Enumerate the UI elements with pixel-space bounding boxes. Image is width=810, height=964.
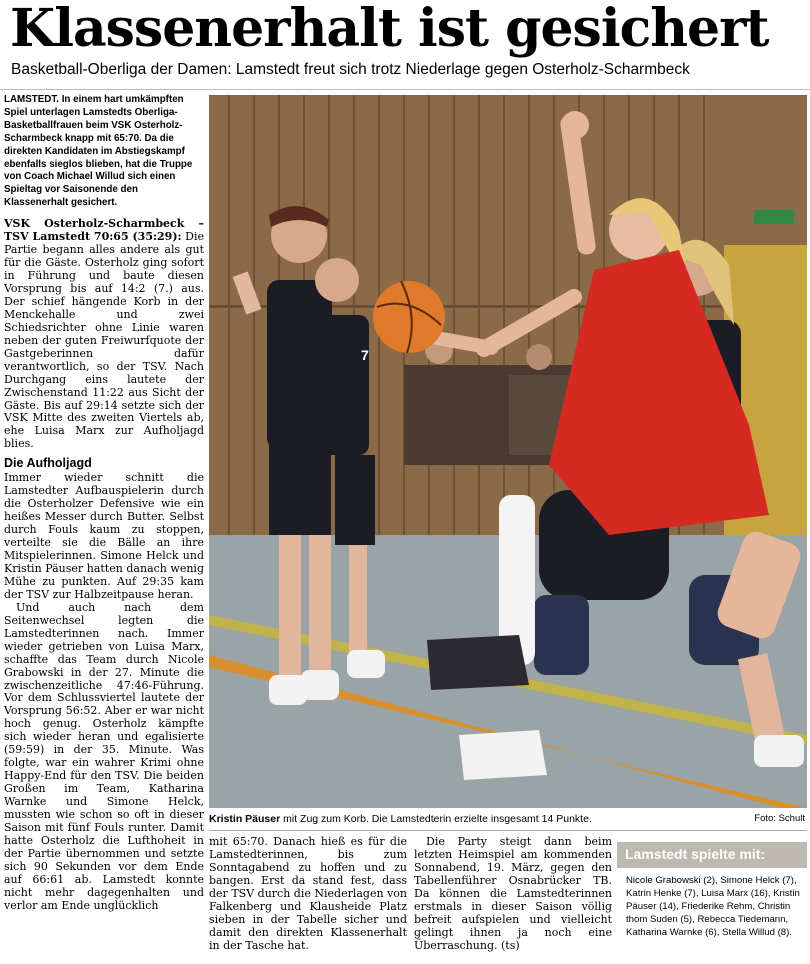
body-paragraph-5: Die Party steigt dann beim letzten Heimspiel am kommenden Sonnabend, 19. März, gegen den Tabellenführer Osnabrücker TB. Da können die Lamstedterinnen erstmals in dieser Saison völlig befreit aufspielen und vielleicht gelingt ihnen ja noch eine Überraschung. (ts) (414, 836, 612, 952)
body-paragraph-1 (4, 218, 204, 451)
body-paragraph-3: Und auch nach dem Seitenwechsel legten die Lamstedterinnen nach. Immer wieder getrieben von Luisa Marx, schaffte das Team durch Nicole Grabowski in der 27. Minute die zwischenzeitliche 47:46-Führung. Vor dem Schlussviertel lautete der Vorsprung 56:52. Aber er war nicht hoch genug. Osterholz kämpfte sich wieder heran und egalisierte (59:59) in der 35. Minute. Was folgte, war ein wahrer Krimi ohne Happy-End für den TSV. Die beiden Großen im Team, Katharina Warnke und Simone Helck, mussten wie schon so oft in dieser Saison mit fünf Fouls runter. Damit hatte Osterholz die Lufthoheit in der Partie übernommen und setzte sich 90 Sekunden vor dem Ende auf 66:61 ab. Lamstedt konnte nicht mehr dagegenhalten und verlor am Ende unglücklich (4, 600, 204, 912)
article-column-3 (414, 836, 612, 962)
divider (0, 89, 810, 90)
subtitle: Die Aufholjagd (4, 456, 92, 471)
lead-paragraph (4, 94, 204, 210)
photo-credit: Foto: Schult (754, 813, 805, 824)
jersey-number-middle: 7 (361, 347, 369, 363)
lead-text: In einem hart umkämpften Spiel unterlagen Lamstedts Oberliga-Basketballfrauen beim VSK Osterholz-Scharmbeck knapp mit 65:70. Da die direkten Kandidaten im Abstiegskampf ebenfalls sieglos blieben, hat die Truppe von Coach Michael Willud sich einen Spieltag vor Saisonende den Klassenerhalt gesichert. (4, 94, 193, 209)
subheadline: Basketball-Oberliga der Damen: Lamstedt freut sich trotz Niederlage gegen Osterholz-Scharmbeck (11, 61, 690, 78)
basketball-photo (209, 95, 807, 808)
lineup-box (617, 842, 807, 962)
body-paragraph-4: mit 65:70. Danach hieß es für die Lamstedterinnen, bis zum Sonntagabend zu hoffen und zu bangen. Erst da stand fest, dass der TSV durch die Niederlagen von Falkenberg und Klausheide Platz sieben in der Tabelle sicher und damit den direkten Klassenerhalt in der Tasche hat. (209, 836, 407, 952)
article-column-1 (4, 94, 204, 960)
dateline: LAMSTEDT. (4, 94, 59, 105)
caption-name: Kristin Päuser (209, 813, 281, 825)
headline: Klassenerhalt ist gesichert (10, 0, 769, 59)
article-column-2 (209, 836, 407, 962)
caption-text: mit Zug zum Korb. Die Lamstedterin erzielte insgesamt 14 Punkte. (280, 813, 592, 825)
result-line: VSK Osterholz-Scharmbeck – TSV Lamstedt 70:65 (35:29): (4, 217, 204, 244)
body-text-1: Die Partie begann alles andere als gut für die Gäste. Osterholz ging sofort in Führung und baute diesen Vorsprung bis auf 14:2 (7.) aus. Der schief hängende Korb in der Menckehalle und zwei Schiedsrichter ohne Linie waren neben der guten Freiwurfquote der Gastgeberinnen dafür verantwortlich, so der TSV. Nach Durchgang eins lautete der Zwischenstand 11:22 aus Sicht der Gäste. Bis auf 29:14 setzte sich der VSK Mitte des zweiten Viertels ab, ehe Luisa Marx zur Aufholjagd blies. (4, 230, 204, 451)
body-paragraph-2: Immer wieder schnitt die Lamstedter Aufbauspielerin durch die Osterholzer Defensive wie ein heißes Messer durch Butter. Selbst durch Fouls kaum zu stoppen, verteilte sie die Bälle an ihre Mitspielerinnen. Simone Helck und Kristin Päuser hatten danach wenig Mühe zu punkten. Auf 29:35 kam der TSV zur Halbzeitpause heran. (4, 471, 204, 601)
lineup-text: Nicole Grabowski (2), Simone Helck (7), Katrin Henke (7), Luisa Marx (16), Kristin Päuser (14), Friederike Rehm, Christin thom Suden (5), Rebecca Tiedemann, Katharina Warnke (6), Stella Willud (8). (626, 875, 800, 938)
lineup-title: Lamstedt spielte mit: (617, 842, 807, 868)
caption-divider (209, 830, 807, 831)
photo-caption (209, 812, 807, 828)
